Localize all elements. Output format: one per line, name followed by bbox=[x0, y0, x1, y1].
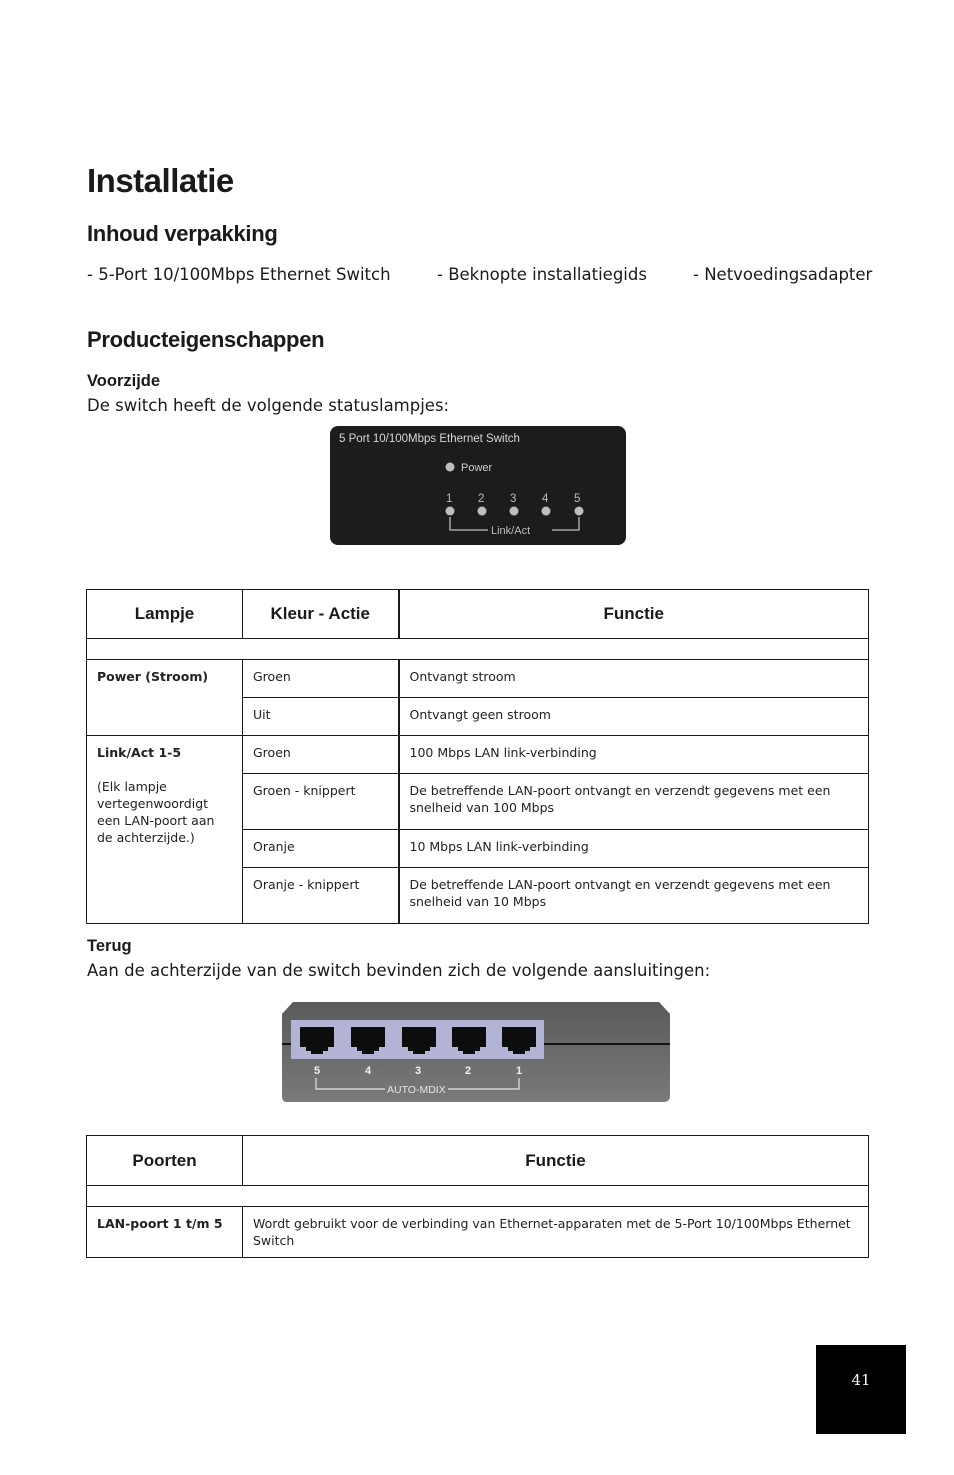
cell-color: Oranje bbox=[243, 830, 399, 868]
back-port-number: 1 bbox=[515, 1065, 523, 1077]
link-led-icon bbox=[478, 507, 487, 516]
link-act-label: Link/Act bbox=[491, 525, 531, 537]
back-port-number: 4 bbox=[364, 1065, 372, 1077]
page-title: Installatie bbox=[87, 162, 234, 199]
link-led-icon bbox=[446, 507, 455, 516]
front-intro: De switch heeft de volgende statuslampjes: bbox=[87, 396, 450, 415]
package-item: - Netvoedingsadapter bbox=[693, 265, 873, 284]
col-header-functie: Functie bbox=[243, 1136, 869, 1186]
col-header-functie: Functie bbox=[399, 590, 869, 639]
cell-function: 10 Mbps LAN link-verbinding bbox=[399, 830, 869, 868]
led-table bbox=[86, 589, 869, 924]
back-intro: Aan de achterzijde van de switch bevinden zich de volgende aansluitingen: bbox=[87, 961, 711, 980]
cell-function: Ontvangt stroom bbox=[399, 660, 869, 698]
port-number: 2 bbox=[478, 493, 485, 505]
package-item: - Beknopte installatiegids bbox=[437, 265, 647, 284]
table-row bbox=[87, 660, 869, 698]
table-row bbox=[87, 1207, 869, 1258]
col-header-kleur: Kleur - Actie bbox=[243, 590, 399, 639]
cell-color: Groen - knippert bbox=[243, 774, 399, 830]
link-name: Link/Act 1-5 bbox=[97, 745, 182, 760]
power-led-icon bbox=[446, 463, 455, 472]
cell-port: LAN-poort 1 t/m 5 bbox=[87, 1207, 243, 1258]
cell-lamp bbox=[87, 736, 243, 924]
port-number: 4 bbox=[542, 493, 549, 505]
link-led-icon bbox=[575, 507, 584, 516]
col-header-poorten: Poorten bbox=[87, 1136, 243, 1186]
package-item: - 5-Port 10/100Mbps Ethernet Switch bbox=[87, 265, 391, 284]
back-port-number: 3 bbox=[414, 1065, 422, 1077]
cell-function: De betreffende LAN-poort ontvangt en verzendt gegevens met een snelheid van 10 Mbps bbox=[399, 868, 869, 924]
package-heading: Inhoud verpakking bbox=[87, 221, 278, 246]
back-panel-illustration bbox=[281, 1000, 671, 1104]
table-row bbox=[87, 736, 869, 774]
back-subheading: Terug bbox=[87, 937, 132, 955]
page-number-box bbox=[816, 1345, 906, 1434]
col-header-lampje: Lampje bbox=[87, 590, 243, 639]
cell-color: Groen bbox=[243, 736, 399, 774]
cell-lamp: Power (Stroom) bbox=[87, 660, 243, 736]
cell-function: Wordt gebruikt voor de verbinding van Ethernet-apparaten met de 5-Port 10/100Mbps Ethernet Switch bbox=[243, 1207, 869, 1258]
link-led-icon bbox=[510, 507, 519, 516]
back-port-number: 2 bbox=[464, 1065, 472, 1077]
ports-table bbox=[86, 1135, 869, 1258]
back-port-number: 5 bbox=[313, 1065, 321, 1077]
cell-function: 100 Mbps LAN link-verbinding bbox=[399, 736, 869, 774]
port-number: 1 bbox=[446, 493, 453, 505]
port-number: 5 bbox=[574, 493, 581, 505]
cell-function: De betreffende LAN-poort ontvangt en verzendt gegevens met een snelheid van 100 Mbps bbox=[399, 774, 869, 830]
auto-mdix-label: AUTO-MDIX bbox=[387, 1084, 446, 1096]
cell-color: Oranje - knippert bbox=[243, 868, 399, 924]
features-heading: Producteigenschappen bbox=[87, 327, 325, 352]
cell-function: Ontvangt geen stroom bbox=[399, 698, 869, 736]
panel-model-label: 5 Port 10/100Mbps Ethernet Switch bbox=[339, 433, 520, 445]
port-number: 3 bbox=[510, 493, 517, 505]
power-led-label: Power bbox=[461, 462, 493, 474]
link-note: (Elk lampje vertegenwoordigt een LAN-poort aan de achterzijde.) bbox=[97, 779, 215, 845]
page-number: 41 bbox=[851, 1371, 871, 1389]
front-panel-illustration bbox=[330, 426, 626, 545]
front-subheading: Voorzijde bbox=[87, 372, 161, 390]
cell-color: Uit bbox=[243, 698, 399, 736]
link-led-icon bbox=[542, 507, 551, 516]
cell-color: Groen bbox=[243, 660, 399, 698]
